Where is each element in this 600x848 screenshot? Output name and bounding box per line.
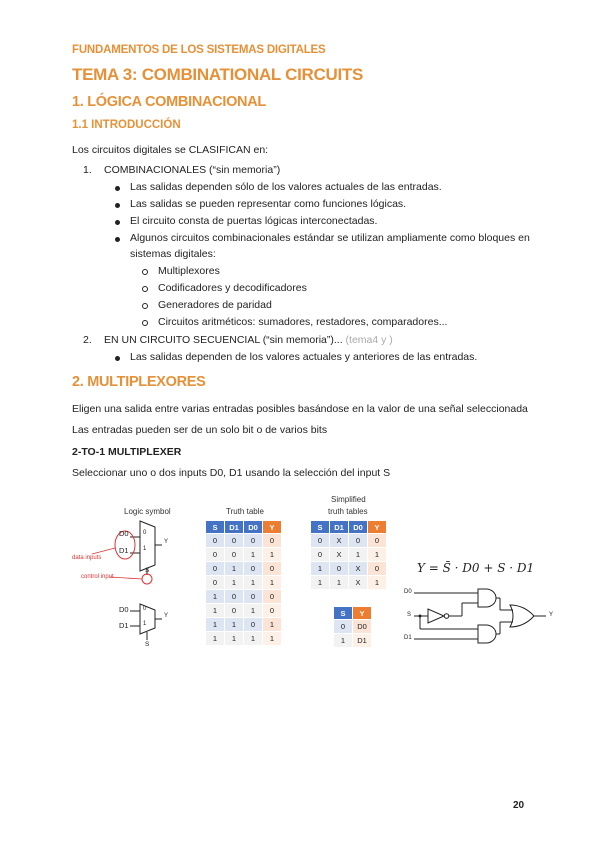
table-cell: 1 xyxy=(263,618,282,632)
bullet-icon xyxy=(115,237,120,242)
table-cell: 1 xyxy=(206,618,225,632)
truth-table-label: Truth table xyxy=(226,507,264,516)
bullet-icon xyxy=(115,356,120,361)
table-cell: 1 xyxy=(263,576,282,590)
sub-bullet-icon xyxy=(142,269,148,275)
table-row xyxy=(334,620,372,634)
table-cell: 1 xyxy=(368,548,387,562)
list-item-continuation: sistemas digitales: xyxy=(130,248,216,260)
table-cell: 0 xyxy=(244,618,263,632)
table-cell: 1 xyxy=(368,576,387,590)
table-cell: 0 xyxy=(244,590,263,604)
section-heading-2: 2. MULTIPLEXORES xyxy=(72,374,206,390)
bullet-icon xyxy=(115,220,120,225)
section-heading-1: 1. LÓGICA COMBINACIONAL xyxy=(72,94,266,110)
table-cell: 1 xyxy=(330,576,349,590)
table-cell: X xyxy=(330,548,349,562)
data-inputs-annotation: data inputs xyxy=(72,555,102,561)
list-item: Algunos circuitos combinacionales estándar se utilizan ampliamente como bloques en xyxy=(130,232,530,244)
truth-table xyxy=(205,520,282,646)
logic-symbol-label: Logic symbol xyxy=(124,507,171,516)
column-header: S xyxy=(334,607,353,620)
bullet-icon xyxy=(115,186,120,191)
table-cell: 0 xyxy=(206,534,225,548)
table-row xyxy=(206,618,282,632)
column-header: Y xyxy=(353,607,372,620)
pin-y: Y xyxy=(164,613,169,619)
logic-symbol xyxy=(120,600,190,652)
sub-list-item: Generadores de paridad xyxy=(158,299,272,311)
table-cell: 0 xyxy=(225,534,244,548)
table-cell: 0 xyxy=(263,562,282,576)
table-cell: 1 xyxy=(225,576,244,590)
table-cell: 1 xyxy=(349,548,368,562)
list-item-secuencial-note: (tema4 y ) xyxy=(345,334,393,346)
column-header: S xyxy=(311,521,330,534)
table-cell: 1 xyxy=(244,548,263,562)
sub-list-item: Multiplexores xyxy=(158,265,220,277)
table-cell: 0 xyxy=(311,548,330,562)
table-cell: 0 xyxy=(263,534,282,548)
pin-d1: D1 xyxy=(119,621,129,630)
table-cell: 0 xyxy=(225,604,244,618)
gate-input-s: S xyxy=(407,612,412,618)
subsection-heading-mux: 2-TO-1 MULTIPLEXER xyxy=(72,446,182,458)
simplified-label-1: Simplified xyxy=(331,495,366,504)
paragraph: Las entradas pueden ser de un solo bit o de varios bits xyxy=(72,424,328,436)
table-cell: 0 xyxy=(368,534,387,548)
gate-level-diagram xyxy=(400,585,565,645)
table-cell: 1 xyxy=(225,618,244,632)
column-header: D0 xyxy=(349,521,368,534)
table-cell: 0 xyxy=(225,590,244,604)
table-row xyxy=(311,548,387,562)
pin-label-1: 1 xyxy=(143,546,147,552)
paragraph: Seleccionar uno o dos inputs D0, D1 usando la selección del input S xyxy=(72,467,391,479)
column-header: D0 xyxy=(244,521,263,534)
table-cell: 1 xyxy=(263,632,282,646)
table-row xyxy=(206,548,282,562)
table-row xyxy=(206,604,282,618)
subsection-heading-1-1: 1.1 INTRODUCCIÓN xyxy=(72,119,181,131)
list-item-secuencial xyxy=(104,334,393,346)
table-cell: 0 xyxy=(349,534,368,548)
table-cell: 1 xyxy=(244,632,263,646)
table-cell: 1 xyxy=(334,634,353,648)
table-cell: X xyxy=(330,534,349,548)
control-input-annotation: control input xyxy=(81,574,114,580)
list-item: Las salidas dependen de los valores actuales y anteriores de las entradas. xyxy=(130,351,478,363)
table-cell: D1 xyxy=(353,634,372,648)
table-cell: 0 xyxy=(368,562,387,576)
table-cell: 1 xyxy=(244,604,263,618)
list-item: El circuito consta de puertas lógicas interconectadas. xyxy=(130,215,378,227)
course-title: FUNDAMENTOS DE LOS SISTEMAS DIGITALES xyxy=(72,44,326,56)
table-cell: 0 xyxy=(263,590,282,604)
table-cell: 0 xyxy=(244,534,263,548)
table-cell: 1 xyxy=(206,590,225,604)
pin-label-0: 0 xyxy=(143,606,147,612)
table-cell: X xyxy=(349,576,368,590)
table-header-row xyxy=(206,521,282,534)
table-cell: 1 xyxy=(244,576,263,590)
table-row xyxy=(311,534,387,548)
gate-output-y: Y xyxy=(549,612,554,618)
table-row xyxy=(206,562,282,576)
pin-s: S xyxy=(145,641,150,648)
list-item: Las salidas se pueden representar como funciones lógicas. xyxy=(130,198,407,210)
simplified-truth-table-short xyxy=(333,606,372,648)
chapter-title: TEMA 3: COMBINATIONAL CIRCUITS xyxy=(72,65,364,84)
list-item: Las salidas dependen sólo de los valores actuales de las entradas. xyxy=(130,181,442,193)
table-cell: X xyxy=(349,562,368,576)
table-header-row xyxy=(334,607,372,620)
table-row xyxy=(206,534,282,548)
pin-y: Y xyxy=(164,539,169,545)
pin-d0: D0 xyxy=(119,529,129,538)
pin-label-1: 1 xyxy=(143,621,147,627)
table-cell: 0 xyxy=(330,562,349,576)
sub-bullet-icon xyxy=(142,286,148,292)
table-row xyxy=(311,562,387,576)
table-cell: D0 xyxy=(353,620,372,634)
table-row xyxy=(334,634,372,648)
table-cell: 0 xyxy=(244,562,263,576)
intro-text: Los circuitos digitales se CLASIFICAN en: xyxy=(72,144,269,156)
table-cell: 1 xyxy=(263,548,282,562)
table-cell: 1 xyxy=(225,562,244,576)
pin-d1: D1 xyxy=(119,546,129,555)
table-cell: 0 xyxy=(263,604,282,618)
bullet-icon xyxy=(115,203,120,208)
table-cell: 1 xyxy=(311,562,330,576)
list-item-combinacionales: COMBINACIONALES (“sin memoria”) xyxy=(104,164,281,176)
mux-equation: Y = S̄ · D0 + S · D1 xyxy=(417,561,535,575)
sub-bullet-icon xyxy=(142,303,148,309)
paragraph: Eligen una salida entre varias entradas posibles basándose en la valor de una señal seleccionada xyxy=(72,403,528,415)
table-cell: 0 xyxy=(206,576,225,590)
table-cell: 0 xyxy=(225,548,244,562)
pin-label-0: 0 xyxy=(143,530,147,536)
column-header: S xyxy=(206,521,225,534)
sub-bullet-icon xyxy=(142,320,148,326)
gate-input-d1: D1 xyxy=(404,635,412,641)
simplified-label-2: truth tables xyxy=(328,507,368,516)
table-cell: 1 xyxy=(206,604,225,618)
table-cell: 1 xyxy=(206,632,225,646)
table-row xyxy=(206,632,282,646)
table-row xyxy=(311,576,387,590)
table-row xyxy=(206,576,282,590)
column-header: Y xyxy=(263,521,282,534)
list-item-secuencial-text: EN UN CIRCUITO SECUENCIAL (“sin memoria”)... xyxy=(104,334,343,346)
gate-input-d0: D0 xyxy=(404,589,412,595)
table-cell: 0 xyxy=(334,620,353,634)
simplified-truth-table xyxy=(310,520,387,590)
column-header: D1 xyxy=(330,521,349,534)
table-row xyxy=(206,590,282,604)
page-number: 20 xyxy=(513,800,525,811)
sub-list-item: Codificadores y decodificadores xyxy=(158,282,307,294)
pin-s: S xyxy=(145,567,150,574)
table-cell: 0 xyxy=(311,534,330,548)
column-header: D1 xyxy=(225,521,244,534)
table-cell: 0 xyxy=(206,562,225,576)
pin-d0: D0 xyxy=(119,605,129,614)
list-number-1: 1. xyxy=(83,164,92,176)
table-cell: 1 xyxy=(311,576,330,590)
table-cell: 1 xyxy=(225,632,244,646)
sub-list-item: Circuitos aritméticos: sumadores, restadores, comparadores... xyxy=(158,316,448,328)
list-number-2: 2. xyxy=(83,334,92,346)
table-cell: 0 xyxy=(206,548,225,562)
column-header: Y xyxy=(368,521,387,534)
table-header-row xyxy=(311,521,387,534)
